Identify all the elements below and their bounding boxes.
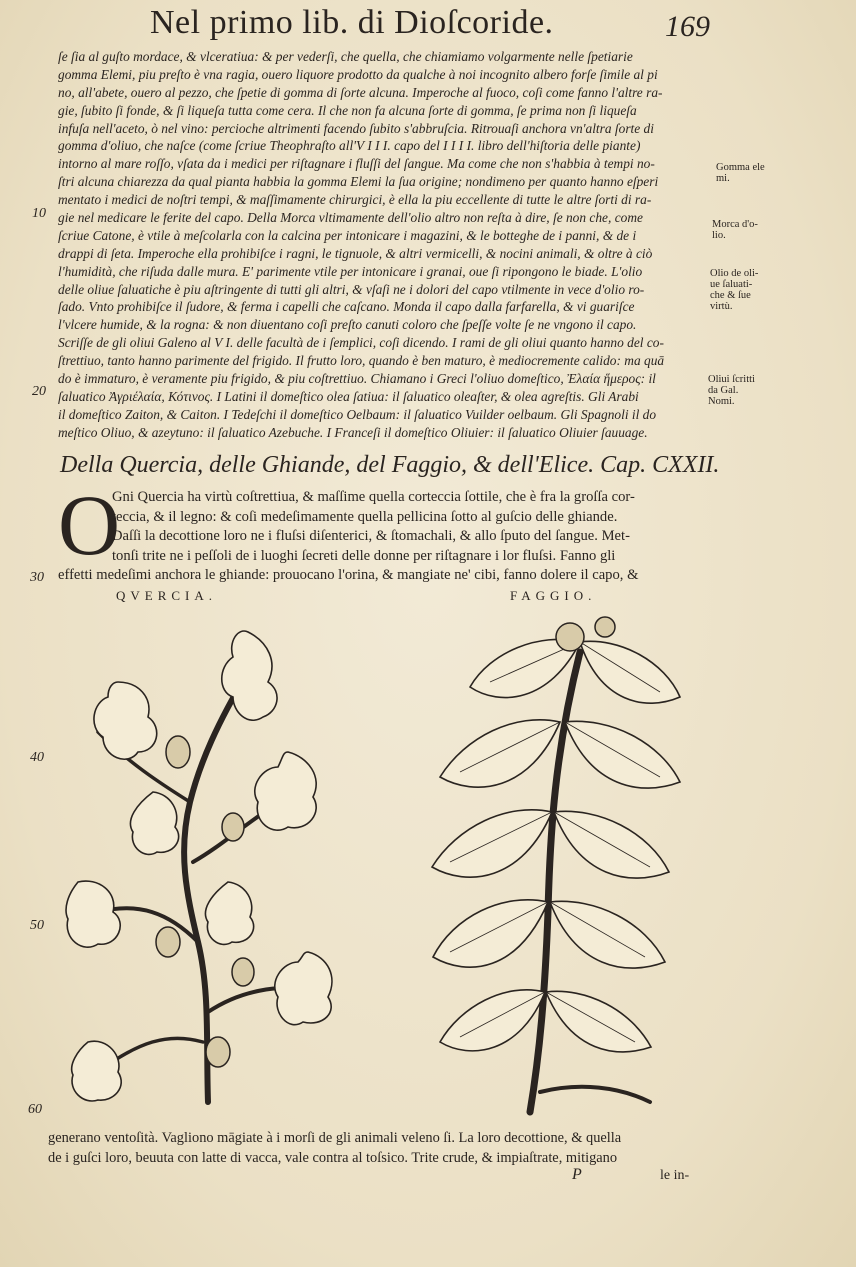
text-line: generano ventoſità. Vagliono māgiate à i morſi de gli animali veleno ſi. La loro decottione, & quella (48, 1130, 622, 1146)
text-line: gomma d'oliuo, che naſce (come ſcriue Theophraſto all'V I I I. capo del I I I I. libro dell'hiſtoria delle piante) (58, 138, 641, 154)
text-line: il domeſtico Zaiton, & Caiton. I Tedeſchi il domeſtico Oelbaum: il ſaluatico Vuilder oelbaum. Gli Spagnoli il do (58, 406, 657, 422)
folio-number: 169 (665, 10, 710, 43)
beech-caption: FAGGIO. (510, 588, 597, 603)
line-number: 10 (32, 206, 46, 221)
text-line: ſcriue Catone, è vtile à meſcolarla con la calcina per intonicare i magazini, & le botteghe de i panni, & de i (58, 227, 637, 243)
margin-note: Olio de oli- ue ſaluati- che & ſue virtù. (710, 268, 759, 312)
margin-note: Gomma ele mi. (716, 162, 765, 184)
text-line: ſe ſia al guſto mordace, & vlceratiua: & per vederſi, che quella, che chiamiamo volgarmente nelle ſpetiarie (58, 49, 633, 64)
text-line: infuſa nell'aceto, ò nel vino: percioche altrimenti facendo ſubito s'abbruſcia. Ritrouaſi anchora vn'altra ſorte di (58, 120, 654, 136)
text-line: gomma Elemi, piu preſto è vna ragia, ouero liquore prodotto da qualche à noi incognito albero forſe ſimile al pi (58, 66, 658, 82)
chapter-heading: Della Quercia, delle Ghiande, del Faggio, & dell'Elice. Cap. CXXII. (60, 452, 720, 478)
running-head (150, 4, 710, 44)
page-title: Nel primo lib. di Dioſcoride. (150, 4, 554, 41)
drop-cap: O (58, 477, 121, 573)
closing-text (48, 1128, 708, 1168)
text-line: ſtrettiuo, tanto hanno parimente del frigido. Il frutto loro, quando è ben maturo, è mediocremente calido: ma quā (58, 353, 665, 369)
text-line: meſtico Oliuo, & azeytuno: il ſaluatico Azebuche. I Franceſi il domeſtico Oliuier: il ſaluatico Oliuier ſauuage. (58, 424, 648, 440)
text-line: ſaluatico Ἀγριέλαία, Κότινος. I Latini il domeſtico olea ſatiua: il ſaluatico oleaſter, & olea agreſtis. Gli Arabi (58, 388, 639, 404)
line-number: 20 (32, 384, 46, 399)
text-line: Gni Quercia ha virtù coſtrettiua, & maſſime quella corteccia ſottile, che è fra la groſſa cor- (112, 489, 635, 505)
text-line: ſado. Vnto prohibiſce il ſudore, & ferma i capelli che caſcano. Monda il capo dalla farfarella, & vi guariſce (58, 299, 635, 315)
text-line: gie, ſubito ſi fonde, & ſi liqueſa tutta come cera. Il che non fa alcuna ſorte di gomma, ſe prima non ſi liqueſa (58, 102, 637, 118)
margin-note: Morca d'o- lio. (712, 219, 758, 241)
text-line: tonſi trite ne i peſſoli de i luoghi ſecreti delle donne per riſtagnare i lor fluſsi. Fanno gli (112, 547, 616, 564)
text-line: no, all'abete, ouero al pezzo, che ſpetie di gomma di ſorte alcuna. Imperoche al fuoco, coſi come fanno l'altre ra- (58, 84, 663, 100)
text-line: effetti medeſimi anchora le ghiande: prouocano l'orina, & mangiate ne' cibi, fanno dolere il capo, & (58, 567, 639, 583)
text-line: l'vlcere humide, & la rogna: & non diuentano coſi preſto canuti coloro che ſpeſſe volte ſe ne vngono il capo. (58, 317, 637, 333)
text-line: de i guſci loro, beuuta con latte di vacca, vale contra al toſsico. Trite crude, & impiaſtrate, mitigano (48, 1150, 618, 1166)
margin-note: Oliui ſcritti da Gal. Nomi. (708, 374, 755, 407)
text-line: mentato i medici de noſtri tempi, & maſſimamente chirurgici, è ella la piu eccellente di tutte le altre ſorti di ra- (58, 192, 652, 208)
line-number: 60 (28, 1102, 42, 1117)
text-line: do è immaturo, è veramente piu frigido, & piu coſtrettiuo. Chiamano i Greci l'oliuo domeſtico, Ἐλαία ἥμερος: il (58, 371, 656, 387)
text-line: Daſſi la decottione loro ne i fluſsi diſenterici, & ſtomachali, & allo ſputo del ſangue. Met- (112, 528, 630, 544)
text-line: intorno al mare roſſo, vſata da i medici per riſtagnare i fluſſi del ſangue. Ma come che non s'habbia à tempi no- (58, 156, 655, 172)
text-line: drappi di ſeta. Imperoche ella prohibiſce i ragni, le tignuole, & altri vermicelli, & nocini animali, & oltre à ciò (58, 245, 653, 261)
text-line: ſtri alcuna chiarezza da qual pianta habbia la gomma Elemi la ſua origine; nondimeno per quanto hanno eſperi (58, 174, 659, 190)
text-line: l'humidità, che riſuda dalle mura. E' parimente vtile per intonicare i granai, oue ſi ripongono le biade. L'olio (58, 263, 643, 279)
line-number: 40 (30, 750, 44, 765)
oak-woodcut-illustration (58, 612, 358, 1112)
signature-mark: P (572, 1166, 582, 1183)
text-line: Scriſſe de gli oliui Galeno al V I. delle facultà de i ſemplici, coſi dicendo. I rami de gli oliui quanto hanno del co- (58, 335, 664, 351)
line-number: 50 (30, 918, 44, 933)
catchword: le in- (660, 1168, 690, 1183)
line-number: 30 (30, 570, 44, 585)
oak-caption: QVERCIA. (116, 588, 218, 603)
chapter-text (58, 488, 710, 586)
beech-woodcut-illustration (430, 612, 700, 1122)
text-line: teccia, & il legno: & coſi medeſimamente quella pellicina ſotto al guſcio delle ghiande. (112, 508, 618, 525)
commentary-text (58, 48, 708, 442)
text-line: delle oliue ſaluatiche è piu aſtringente di tutti gli altri, & vſaſi ne i dolori del capo vtilmente in vece d'olio ro- (58, 281, 645, 297)
text-line: gie nel medicare le ferite del capo. Della Morca vltimamente dell'olio altro non reſta à dire, ſe non che, come (58, 210, 643, 226)
